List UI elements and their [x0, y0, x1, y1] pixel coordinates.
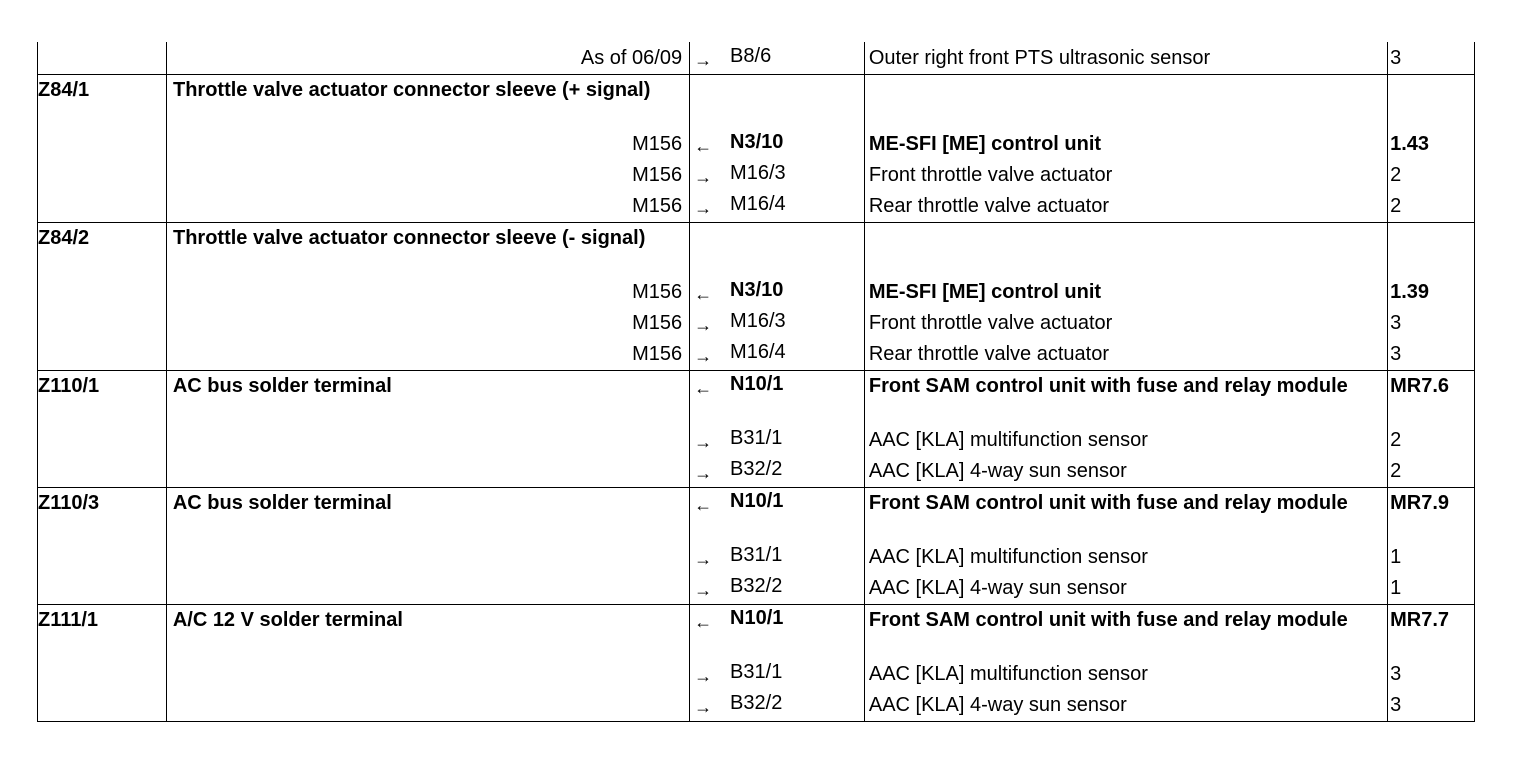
pin-number: MR7.6: [1390, 375, 1450, 397]
part-name: AAC [KLA] 4-way sun sensor: [868, 460, 1127, 482]
direction-glyph: →: [694, 666, 713, 686]
variant-note: [167, 690, 688, 693]
part-name: Front throttle valve actuator: [868, 312, 1113, 334]
arrow-left-icon: [688, 605, 726, 634]
direction-glyph: →: [694, 50, 713, 70]
arrow-right-icon: [688, 308, 726, 337]
direction-glyph: ←: [694, 495, 713, 515]
column-divider: [689, 605, 690, 721]
direction-glyph: →: [694, 697, 713, 717]
connector-code: B31/1: [730, 427, 783, 449]
component-description: Throttle valve actuator connector sleeve (- signal): [173, 227, 646, 249]
connection-row: [38, 160, 1474, 191]
pin-number: 2: [1390, 164, 1402, 186]
pin-number: 3: [1390, 694, 1402, 716]
connection-row: [38, 129, 1474, 160]
component-group: [37, 371, 1475, 488]
part-name: AAC [KLA] 4-way sun sensor: [868, 694, 1127, 716]
component-header-row: [38, 371, 1474, 425]
column-divider: [166, 488, 167, 604]
component-group: [37, 42, 1475, 75]
connector-code: M16/4: [730, 193, 786, 215]
direction-glyph: →: [694, 315, 713, 335]
direction-glyph: →: [694, 463, 713, 483]
component-description: AC bus solder terminal: [172, 492, 392, 514]
arrow-right-icon: [688, 191, 726, 220]
part-name: ME-SFI [ME] control unit: [868, 133, 1102, 155]
arrow-right-icon: [688, 43, 726, 72]
direction-glyph: →: [694, 549, 713, 569]
direction-glyph: →: [694, 346, 713, 366]
part-name: AAC [KLA] 4-way sun sensor: [868, 577, 1127, 599]
connection-row: [38, 339, 1474, 370]
variant-note: [167, 573, 688, 576]
connector-code: B32/2: [730, 692, 783, 714]
direction-glyph: ←: [694, 612, 713, 632]
column-divider: [689, 371, 690, 487]
column-divider: [864, 75, 865, 222]
direction-glyph: ←: [694, 136, 713, 156]
pin-number: MR7.7: [1390, 609, 1450, 631]
connector-code: M16/3: [730, 310, 786, 332]
variant-note: M156: [632, 343, 683, 365]
column-divider: [1387, 605, 1388, 721]
part-name: Rear throttle valve actuator: [868, 195, 1109, 217]
part-name: Front SAM control unit with fuse and relay module: [868, 375, 1348, 397]
column-divider: [864, 605, 865, 721]
variant-note: [167, 542, 688, 545]
component-id: Z84/2: [38, 227, 90, 249]
component-id-empty: [38, 659, 167, 662]
direction-glyph: →: [694, 432, 713, 452]
connection-row: [38, 542, 1474, 573]
part-name: Rear throttle valve actuator: [868, 343, 1109, 365]
component-id: Z111/1: [38, 609, 99, 631]
component-id-empty: [38, 542, 167, 545]
connector-code: N10/1: [730, 373, 784, 395]
variant-note: [167, 659, 688, 662]
component-group: [37, 75, 1475, 223]
column-divider: [689, 488, 690, 604]
direction-glyph: →: [694, 167, 713, 187]
connector-code: M16/3: [730, 162, 786, 184]
connection-row: [38, 42, 1474, 74]
component-id-empty: [38, 129, 167, 132]
component-header-row: [38, 488, 1474, 542]
column-divider: [689, 223, 690, 370]
column-divider: [689, 75, 690, 222]
column-divider: [689, 42, 690, 74]
component-id-empty: [38, 160, 167, 163]
column-divider: [864, 371, 865, 487]
column-divider: [1387, 223, 1388, 370]
component-id-empty: [38, 456, 167, 459]
component-description: Throttle valve actuator connector sleeve (+ signal): [173, 79, 651, 101]
column-divider: [1387, 371, 1388, 487]
variant-note: M156: [632, 312, 683, 334]
connector-code: N3/10: [730, 279, 784, 301]
component-header-row: [38, 223, 1474, 277]
connection-row: [38, 690, 1474, 721]
component-header-row: [38, 605, 1474, 659]
connection-row: [38, 425, 1474, 456]
pin-number: 2: [1390, 429, 1402, 451]
connection-row: [38, 308, 1474, 339]
connection-row: [38, 659, 1474, 690]
pin-number: 1: [1390, 546, 1402, 568]
pin-number: 3: [1390, 47, 1402, 69]
column-divider: [166, 75, 167, 222]
connector-code: N10/1: [730, 607, 784, 629]
connector-code: B8/6: [730, 45, 772, 67]
component-id: Z110/1: [38, 375, 100, 397]
variant-note: As of 06/09: [580, 47, 683, 69]
arrow-right-icon: [688, 339, 726, 368]
arrow-right-icon: [688, 690, 726, 719]
component-description: AC bus solder terminal: [172, 375, 392, 397]
connection-row: [38, 456, 1474, 487]
part-name: AAC [KLA] multifunction sensor: [868, 429, 1148, 451]
column-divider: [166, 605, 167, 721]
component-header-row: [38, 75, 1474, 129]
component-id-empty: [38, 339, 167, 342]
column-divider: [166, 371, 167, 487]
component-id: Z84/1: [38, 79, 90, 101]
connector-code: M16/4: [730, 341, 786, 363]
variant-note: M156: [632, 164, 683, 186]
arrow-left-icon: [688, 371, 726, 400]
component-id-empty: [38, 425, 167, 428]
column-divider: [1387, 75, 1388, 222]
part-name: ME-SFI [ME] control unit: [868, 281, 1102, 303]
component-id-empty: [38, 308, 167, 311]
part-name: AAC [KLA] multifunction sensor: [868, 663, 1148, 685]
part-name: Front SAM control unit with fuse and relay module: [868, 609, 1348, 631]
connector-code: N10/1: [730, 490, 784, 512]
part-name: Front SAM control unit with fuse and relay module: [868, 492, 1348, 514]
component-id-empty: [38, 43, 167, 46]
connection-row: [38, 573, 1474, 604]
pin-number: 3: [1390, 343, 1402, 365]
pin-number: 3: [1390, 312, 1402, 334]
connector-code: B31/1: [730, 544, 783, 566]
variant-note: M156: [632, 281, 683, 303]
direction-glyph: →: [694, 198, 713, 218]
direction-glyph: ←: [694, 284, 713, 304]
component-id-empty: [38, 690, 167, 693]
connection-row: [38, 277, 1474, 308]
column-divider: [864, 223, 865, 370]
connector-code: B32/2: [730, 458, 783, 480]
component-id-empty: [38, 573, 167, 576]
column-divider: [1387, 488, 1388, 604]
arrow-right-icon: [688, 456, 726, 485]
direction-glyph: ←: [694, 378, 713, 398]
column-divider: [864, 42, 865, 74]
component-description: A/C 12 V solder terminal: [172, 609, 403, 631]
arrow-right-icon: [688, 425, 726, 454]
connector-code: N3/10: [730, 131, 784, 153]
arrow-right-icon: [688, 573, 726, 602]
connection-row: [38, 191, 1474, 222]
pin-number: MR7.9: [1390, 492, 1450, 514]
variant-note: M156: [632, 195, 683, 217]
pin-number: 1: [1390, 577, 1402, 599]
direction-glyph: →: [694, 580, 713, 600]
arrow-right-icon: [688, 542, 726, 571]
column-divider: [1387, 42, 1388, 74]
arrow-right-icon: [688, 160, 726, 189]
component-group: [37, 605, 1475, 722]
variant-note: M156: [632, 133, 683, 155]
part-name: Outer right front PTS ultrasonic sensor: [868, 47, 1211, 69]
column-divider: [166, 223, 167, 370]
pin-number: 1.43: [1390, 133, 1430, 155]
variant-note: [167, 425, 688, 428]
arrow-left-icon: [688, 129, 726, 158]
pin-number: 1.39: [1390, 281, 1430, 303]
arrow-right-icon: [688, 659, 726, 688]
column-divider: [166, 42, 167, 74]
component-id: Z110/3: [38, 492, 100, 514]
connector-code: B32/2: [730, 575, 783, 597]
component-id-empty: [38, 191, 167, 194]
connector-code: B31/1: [730, 661, 783, 683]
column-divider: [864, 488, 865, 604]
component-id-empty: [38, 277, 167, 280]
component-group: [37, 223, 1475, 371]
arrow-left-icon: [688, 488, 726, 517]
component-group: [37, 488, 1475, 605]
part-name: AAC [KLA] multifunction sensor: [868, 546, 1148, 568]
pin-number: 3: [1390, 663, 1402, 685]
pin-number: 2: [1390, 460, 1402, 482]
part-name: Front throttle valve actuator: [868, 164, 1113, 186]
wiring-table: [37, 42, 1475, 722]
variant-note: [167, 456, 688, 459]
pin-number: 2: [1390, 195, 1402, 217]
arrow-left-icon: [688, 277, 726, 306]
